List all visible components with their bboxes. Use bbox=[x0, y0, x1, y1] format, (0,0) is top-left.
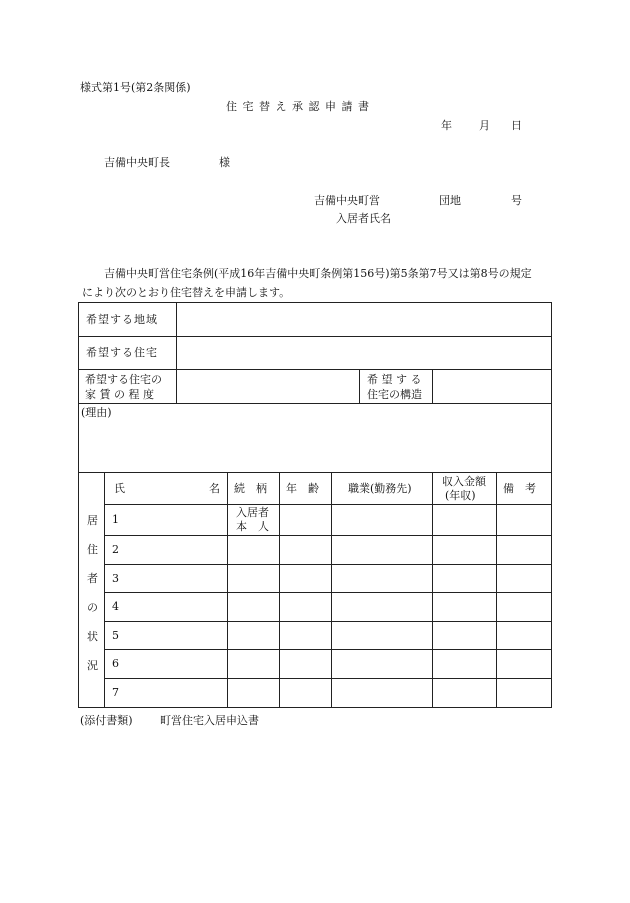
header-relation: 続 柄 bbox=[234, 482, 267, 495]
resident-name-label: 入居者氏名 bbox=[336, 212, 391, 225]
row-number: 7 bbox=[112, 686, 119, 699]
side-label-char: 況 bbox=[87, 659, 98, 672]
header-occupation: 職業(勤務先) bbox=[348, 482, 412, 495]
statement-line-2: により次のとおり住宅替えを申請します。 bbox=[82, 286, 291, 299]
form-title: 住 宅 替 え 承 認 申 請 書 bbox=[226, 100, 370, 113]
label-desired-rent-line2: 家 賃 の 程 度 bbox=[85, 388, 154, 401]
side-label-char: の bbox=[87, 601, 98, 614]
side-label-char: 者 bbox=[87, 572, 98, 585]
date-month-label: 月 bbox=[479, 119, 490, 132]
header-name-left: 氏 bbox=[114, 482, 125, 495]
room-number-label: 号 bbox=[511, 194, 522, 207]
label-desired-rent-line1: 希望する住宅の bbox=[85, 373, 162, 386]
header-age: 年 齢 bbox=[286, 482, 319, 495]
row-number: 4 bbox=[112, 600, 119, 613]
form-number: 様式第1号(第2条関係) bbox=[80, 81, 191, 94]
side-label-char: 状 bbox=[87, 630, 98, 643]
header-income-line1: 収入金額 bbox=[442, 475, 486, 488]
side-label-char: 居 bbox=[87, 514, 98, 527]
attachments-value: 町営住宅入居申込書 bbox=[160, 714, 259, 727]
label-desired-structure-line2: 住宅の構造 bbox=[367, 388, 422, 401]
row-number: 5 bbox=[112, 629, 119, 642]
attachments-label: (添付書類) bbox=[80, 714, 133, 727]
addressee-honorific: 様 bbox=[219, 156, 230, 169]
row-number: 1 bbox=[112, 513, 119, 526]
label-desired-house: 希望する住宅 bbox=[86, 346, 158, 359]
row-number: 6 bbox=[112, 657, 119, 670]
complex-label: 吉備中央町営 bbox=[314, 194, 380, 207]
date-year-label: 年 bbox=[441, 119, 452, 132]
statement-line-1: 吉備中央町営住宅条例(平成16年吉備中央町条例第156号)第5条第7号又は第8号の規定 bbox=[104, 267, 532, 280]
side-label-char: 住 bbox=[87, 543, 98, 556]
danchi-label: 団地 bbox=[439, 194, 461, 207]
header-name-right: 名 bbox=[209, 482, 220, 495]
row1-relation-line1: 入居者 bbox=[236, 506, 269, 519]
label-reason: (理由) bbox=[81, 406, 112, 419]
date-day-label: 日 bbox=[511, 119, 522, 132]
row1-relation-line2: 本 人 bbox=[236, 520, 269, 533]
addressee-name: 吉備中央町長 bbox=[104, 156, 170, 169]
row-number: 3 bbox=[112, 572, 119, 585]
label-desired-structure-line1: 希 望 す る bbox=[367, 373, 422, 386]
header-remarks: 備 考 bbox=[503, 482, 536, 495]
row-number: 2 bbox=[112, 543, 119, 556]
header-income-line2: (年収) bbox=[445, 489, 476, 502]
label-desired-area: 希望する地域 bbox=[86, 313, 158, 326]
